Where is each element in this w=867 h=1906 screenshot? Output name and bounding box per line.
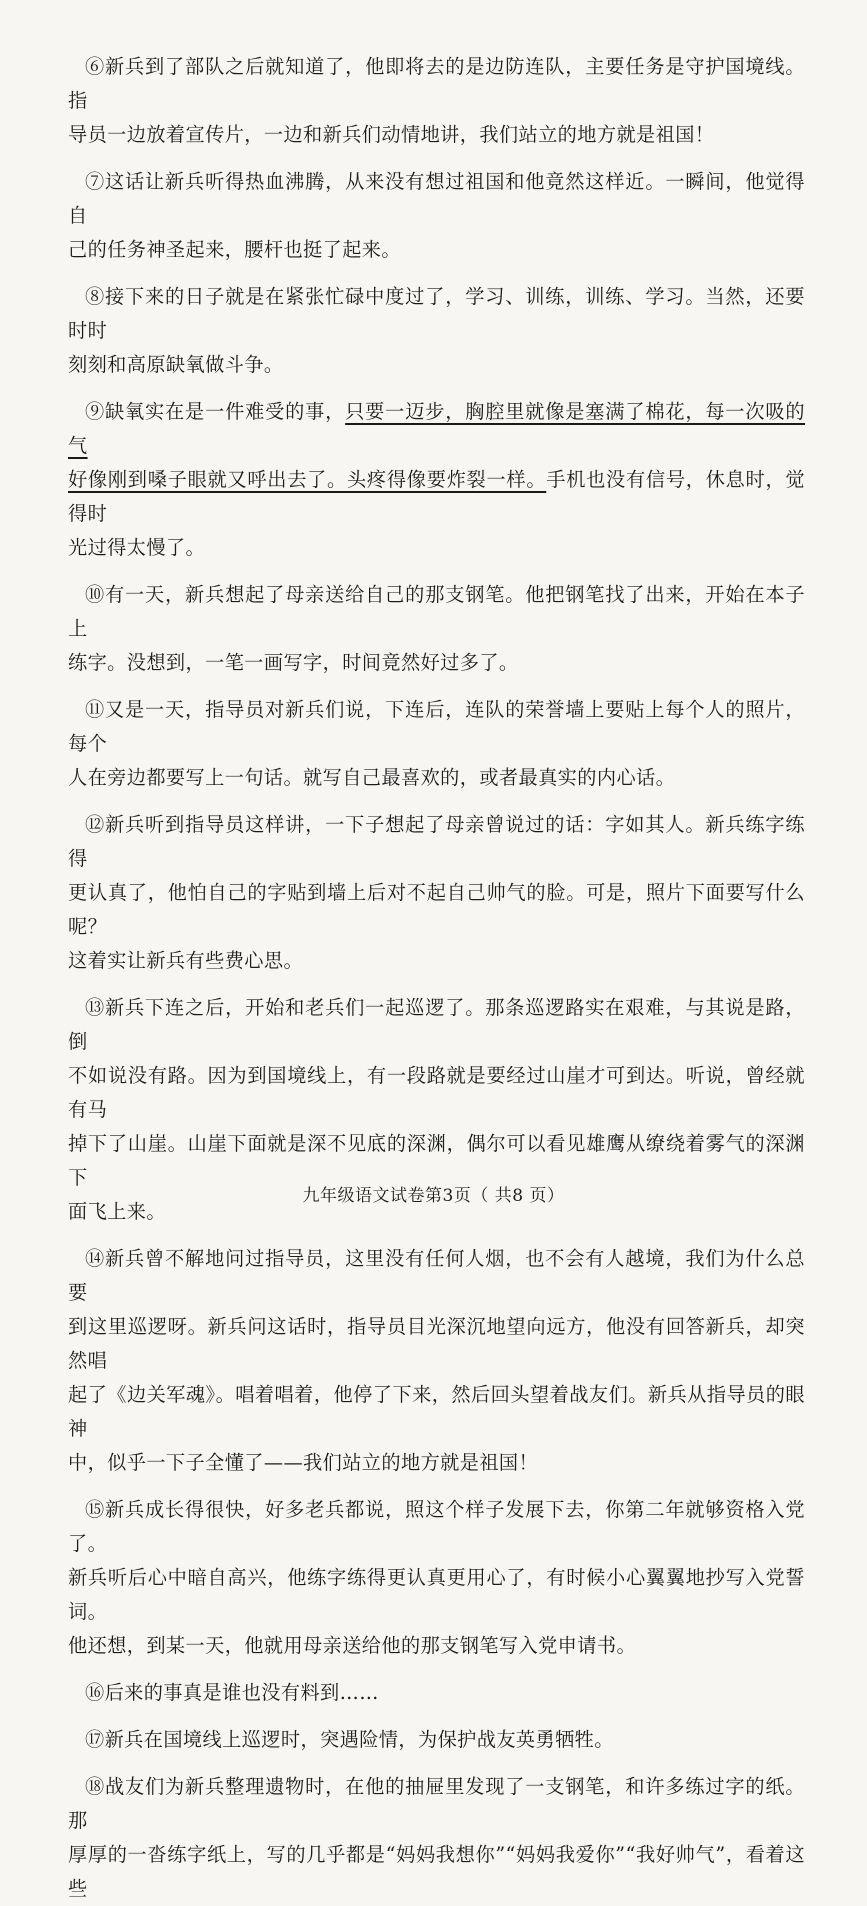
paragraph-line: ⑫新兵听到指导员这样讲，一下子想起了母亲曾说过的话：字如其人。新兵练字练得 — [68, 813, 805, 870]
paragraph-line: 不如说没有路。因为到国境线上，有一段路就是要经过山崖才可到达。听说，曾经就有马 — [68, 1064, 805, 1121]
paragraph-line: 这着实让新兵有些费心思。 — [68, 949, 304, 972]
underlined-sentence: 好像刚到嗓子眼就又呼出去了。头疼得像要炸裂一样。 — [68, 468, 547, 491]
paragraph-8 — [68, 280, 805, 382]
paragraph-line: ⑥新兵到了部队之后就知道了，他即将去的是边防连队，主要任务是守护国境线。指 — [68, 55, 805, 112]
paragraph-18 — [68, 1770, 805, 1906]
paragraph-line: 导员一边放着宣传片，一边和新兵们动情地讲，我们站立的地方就是祖国！ — [68, 123, 715, 146]
paragraph-line: 掉下了山崖。山崖下面就是深不见底的深渊，偶尔可以看见雄鹰从缭绕着雾气的深渊下 — [68, 1132, 805, 1189]
paragraph-line: 人在旁边都要写上一句话。就写自己最喜欢的，或者最真实的内心话。 — [68, 766, 676, 789]
paragraph-line: 新兵听后心中暗自高兴，他练字练得更认真更用心了，有时候小心翼翼地抄写入党誓词。 — [68, 1566, 805, 1623]
paragraph-line: ⑭新兵曾不解地问过指导员，这里没有任何人烟，也不会有人越境，我们为什么总要 — [68, 1247, 805, 1304]
paragraph-line: 起了《边关军魂》。唱着唱着，他停了下来，然后回头望着战友们。新兵从指导员的眼神 — [68, 1383, 805, 1440]
paragraph-line: 他还想，到某一天，他就用母亲送给他的那支钢笔写入党申请书。 — [68, 1634, 637, 1657]
paragraph-line: 练字。没想到，一笔一画写字，时间竟然好过多了。 — [68, 651, 519, 674]
paragraph-text: 手机也没有信号，休息时，觉得时 — [68, 468, 805, 525]
page-footer: 九年级语文试卷第3页（ 共8 页） — [302, 1186, 565, 1206]
paragraph-line: 到这里巡逻呀。新兵问这话时，指导员目光深沉地望向远方，他没有回答新兵，却突然唱 — [68, 1315, 805, 1372]
paragraph-line: ⑩有一天，新兵想起了母亲送给自己的那支钢笔。他把钢笔找了出来，开始在本子上 — [68, 583, 805, 640]
paragraph-line: ⑬新兵下连之后，开始和老兵们一起巡逻了。那条巡逻路实在艰难，与其说是路，倒 — [68, 996, 805, 1053]
paragraph-line: 光过得太慢了。 — [68, 536, 206, 559]
paragraph-7 — [68, 165, 805, 267]
paragraph-text: ⑨缺氧实在是一件难受的事， — [85, 400, 346, 423]
paragraph-line: 更认真了，他怕自己的字贴到墙上后对不起自己帅气的脸。可是，照片下面要写什么呢？ — [68, 881, 805, 938]
paragraph-line: 中，似乎一下子全懂了——我们站立的地方就是祖国！ — [68, 1451, 539, 1474]
paragraph-11 — [68, 693, 805, 795]
paragraph-12 — [68, 808, 805, 978]
paragraph-line: ⑯后来的事真是谁也没有料到…… — [85, 1681, 379, 1704]
paragraph-line: ⑮新兵成长得很快，好多老兵都说，照这个样子发展下去，你第二年就够资格入党了。 — [68, 1498, 805, 1555]
paragraph-line: 己的任务神圣起来，腰杆也挺了起来。 — [68, 238, 401, 261]
paragraph-14 — [68, 1242, 805, 1480]
paragraph-line: 刻刻和高原缺氧做斗争。 — [68, 353, 284, 376]
paragraph-line: ⑦这话让新兵听得热血沸腾，从来没有想过祖国和他竟然这样近。一瞬间，他觉得自 — [68, 170, 805, 227]
paragraph-17 — [68, 1723, 805, 1757]
paragraph-10 — [68, 578, 805, 680]
paragraph-line: 厚厚的一沓练字纸上，写的几乎都是“妈妈我想你”“妈妈我爱你”“我好帅气”，看着这些 — [68, 1843, 805, 1900]
paragraph-6 — [68, 50, 805, 152]
paragraph-9 — [68, 395, 805, 565]
paragraph-15 — [68, 1493, 805, 1663]
paragraph-line: ⑪又是一天，指导员对新兵们说，下连后，连队的荣誉墙上要贴上每个人的照片，每个 — [68, 698, 805, 755]
paragraph-line: ⑰新兵在国境线上巡逻时，突遇险情，为保护战友英勇牺牲。 — [85, 1728, 614, 1751]
underlined-sentence: 只要一迈步，胸腔里就像是塞满了棉花，每一次吸的气 — [68, 400, 805, 457]
paragraph-line: 面飞上来。 — [68, 1200, 166, 1223]
paragraph-16 — [68, 1676, 805, 1710]
paragraph-line: ⑱战友们为新兵整理遗物时，在他的抽屉里发现了一支钢笔，和许多练过字的纸。那 — [68, 1775, 805, 1832]
paragraph-line: ⑧接下来的日子就是在紧张忙碌中度过了，学习、训练，训练、学习。当然，还要时时 — [68, 285, 805, 342]
